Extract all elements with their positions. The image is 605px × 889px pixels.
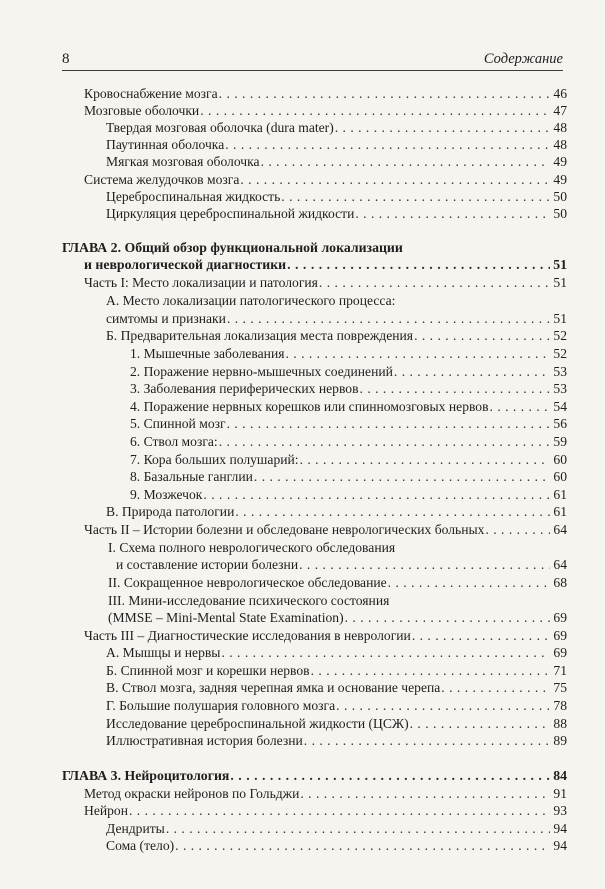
toc-entry[interactable]: [106, 504, 567, 521]
toc-entry-title: Твердая мозговая оболочка (dura mater): [106, 120, 334, 135]
toc-entry[interactable]: [106, 698, 567, 715]
leader-dots: [227, 311, 550, 327]
toc-entry[interactable]: [108, 610, 567, 627]
header-rule: [62, 70, 563, 71]
toc-entry[interactable]: [106, 838, 567, 855]
toc-entry-title: 4. Поражение нервных корешков или спинномозговых нервов: [130, 399, 489, 414]
toc-entry-line: I. Схема полного неврологического обследования: [108, 540, 396, 555]
leader-dots: [281, 189, 550, 205]
toc-entry[interactable]: [106, 206, 567, 223]
toc-entry-page: 48: [553, 137, 567, 152]
toc-entry-title: Кровоснабжение мозга: [84, 86, 218, 101]
toc-entry-line: А. Место локализации патологического процесса:: [106, 293, 396, 308]
running-title: Содержание: [483, 51, 563, 67]
toc-entry-title: Циркуляция цереброспинальной жидкости: [106, 206, 355, 221]
toc-entry-page: 51: [553, 311, 567, 326]
toc-entry-page: 54: [553, 399, 567, 414]
leader-dots: [414, 328, 550, 344]
toc-entry[interactable]: [130, 487, 567, 504]
toc-entry[interactable]: [106, 120, 567, 137]
toc-entry-line: III. Мини-исследование психического состояния: [108, 593, 390, 608]
chapter-heading-line: ГЛАВА 2. Общий обзор функциональной локализации: [62, 240, 403, 255]
toc-entry-page: 88: [553, 716, 567, 731]
toc-entry[interactable]: [84, 275, 567, 292]
toc-entry-page: 46: [553, 86, 567, 101]
toc-entry[interactable]: [106, 821, 567, 838]
leader-dots: [360, 381, 550, 397]
toc-entry-title: ГЛАВА 3. Нейроцитология: [62, 768, 230, 783]
toc-entry-page: 94: [553, 838, 567, 853]
toc-entry[interactable]: [130, 452, 567, 469]
toc-entry-page: 51: [553, 275, 567, 290]
toc-entry[interactable]: [106, 716, 567, 733]
toc-entry-page: 75: [553, 680, 567, 695]
leader-dots: [254, 469, 550, 485]
leader-dots: [485, 522, 550, 538]
leader-dots: [230, 768, 550, 784]
toc-entry[interactable]: [130, 364, 567, 381]
leader-dots: [335, 120, 550, 136]
toc-entry-page: 69: [553, 628, 567, 643]
page-number: 8: [62, 51, 70, 67]
leader-dots: [490, 399, 550, 415]
toc-entry[interactable]: [106, 680, 567, 697]
toc-entry[interactable]: [130, 399, 567, 416]
toc-entry-title: симтомы и признаки: [106, 311, 226, 326]
toc-entry-title: А. Мышцы и нервы: [106, 645, 221, 660]
toc-entry-page: 60: [553, 469, 567, 484]
leader-dots: [304, 733, 550, 749]
toc-entry-title: 8. Базальные ганглии: [130, 469, 253, 484]
toc-entry-page: 61: [553, 487, 567, 502]
toc-entry-title: (MMSE – Mini-Mental State Examination): [108, 610, 344, 625]
toc-entry[interactable]: [106, 189, 567, 206]
toc-entry[interactable]: [106, 311, 567, 328]
toc-entry[interactable]: [106, 645, 567, 662]
page-header: [62, 47, 563, 69]
leader-dots: [261, 154, 550, 170]
toc-entry-title: Г. Большие полушария головного мозга: [106, 698, 336, 713]
leader-dots: [219, 434, 550, 450]
leader-dots: [240, 172, 550, 188]
leader-dots: [285, 346, 550, 362]
toc-entry-title: Часть I: Место локализации и патология: [84, 275, 318, 290]
toc-entry-title: Метод окраски нейронов по Гольджи: [84, 786, 300, 801]
toc-entry-title: Паутинная оболочка: [106, 137, 225, 152]
toc-entry-title: 5. Спинной мозг: [130, 416, 226, 431]
toc-entry-title: Дендриты: [106, 821, 165, 836]
toc-entry-title: и составление истории болезни: [116, 557, 299, 572]
toc-entry-title: 9. Мозжечок: [130, 487, 203, 502]
toc-entry[interactable]: [84, 628, 567, 645]
leader-dots: [410, 716, 550, 732]
leader-dots: [221, 645, 550, 661]
toc-entry-page: 60: [553, 452, 567, 467]
toc-entry-title: Исследование цереброспинальной жидкости (ЦСЖ): [106, 716, 409, 731]
toc-entry[interactable]: [84, 172, 567, 189]
toc-entry-title: и неврологической диагностики: [84, 257, 287, 272]
toc-entry-page: 59: [553, 434, 567, 449]
leader-dots: [287, 257, 550, 273]
toc-entry[interactable]: [106, 328, 567, 345]
leader-dots: [311, 663, 550, 679]
leader-dots: [166, 821, 550, 837]
leader-dots: [394, 364, 550, 380]
toc-entry-title: Б. Спинной мозг и корешки нервов: [106, 663, 310, 678]
toc-entry-title: Сома (тело): [106, 838, 175, 853]
toc-entry[interactable]: [130, 346, 567, 363]
toc-entry-page: 47: [553, 103, 567, 118]
toc-entry-title: 7. Кора больших полушарий:: [130, 452, 299, 467]
toc-entry-page: 53: [553, 364, 567, 379]
leader-dots: [203, 487, 550, 503]
toc-entry[interactable]: [84, 522, 567, 539]
leader-dots: [441, 680, 550, 696]
leader-dots: [345, 610, 550, 626]
toc-entry-page: 56: [553, 416, 567, 431]
toc-entry[interactable]: [106, 154, 567, 171]
toc-entry-page: 49: [553, 172, 567, 187]
leader-dots: [175, 838, 550, 854]
toc-entry-title: 3. Заболевания периферических нервов: [130, 381, 359, 396]
toc-entry-title: Иллюстративная история болезни: [106, 733, 303, 748]
toc-entry-page: 91: [553, 786, 567, 801]
toc-entry[interactable]: [130, 469, 567, 486]
toc-entry-page: 50: [553, 206, 567, 221]
toc-entry-title: Цереброспинальная жидкость: [106, 189, 281, 204]
toc-entry[interactable]: [106, 663, 567, 680]
toc-entry-title: В. Природа патологии: [106, 504, 235, 519]
toc-entry-page: 89: [553, 733, 567, 748]
toc-entry[interactable]: [106, 137, 567, 154]
toc-entry[interactable]: [130, 434, 567, 451]
toc-entry-page: 51: [553, 257, 567, 272]
toc-entry-title: Б. Предварительная локализация места повреждения: [106, 328, 414, 343]
toc-entry-page: 49: [553, 154, 567, 169]
toc-entry-page: 93: [553, 803, 567, 818]
toc-entry[interactable]: [116, 557, 567, 574]
leader-dots: [388, 575, 550, 591]
leader-dots: [299, 557, 550, 573]
leader-dots: [336, 698, 550, 714]
toc-entry-page: 64: [553, 522, 567, 537]
leader-dots: [319, 275, 550, 291]
toc-entry[interactable]: [130, 416, 567, 433]
toc-entry-title: Нейрон: [84, 803, 128, 818]
leader-dots: [412, 628, 550, 644]
toc-entry-title: Мягкая мозговая оболочка: [106, 154, 260, 169]
toc-entry[interactable]: [84, 103, 567, 120]
toc-entry[interactable]: [106, 733, 567, 750]
toc-entry-title: Мозговые оболочки: [84, 103, 200, 118]
toc-entry-title: 6. Ствол мозга:: [130, 434, 218, 449]
toc-entry-page: 78: [553, 698, 567, 713]
leader-dots: [235, 504, 550, 520]
toc-entry-page: 52: [553, 328, 567, 343]
leader-dots: [129, 803, 550, 819]
toc-entry-page: 50: [553, 189, 567, 204]
leader-dots: [355, 206, 550, 222]
leader-dots: [225, 137, 550, 153]
leader-dots: [300, 452, 550, 468]
leader-dots: [300, 786, 550, 802]
toc-entry-page: 64: [553, 557, 567, 572]
toc-entry-page: 52: [553, 346, 567, 361]
toc-entry[interactable]: [130, 381, 567, 398]
toc-entry[interactable]: [108, 575, 567, 592]
toc-entry-page: 71: [553, 663, 567, 678]
toc-entry-page: 69: [553, 645, 567, 660]
toc-entry-page: 61: [553, 504, 567, 519]
toc-entry-title: Часть II – Истории болезни и обследоване неврологических больных: [84, 522, 485, 537]
chapter-entry[interactable]: [62, 768, 567, 785]
leader-dots: [200, 103, 550, 119]
toc-entry-page: 84: [553, 768, 567, 783]
toc-entry-title: 2. Поражение нервно-мышечных соединений: [130, 364, 393, 379]
toc-entry-title: Система желудочков мозга: [84, 172, 240, 187]
toc-entry[interactable]: [84, 86, 567, 103]
toc-entry-page: 53: [553, 381, 567, 396]
chapter-entry[interactable]: [84, 257, 567, 274]
toc-entry[interactable]: [84, 803, 567, 820]
toc-entry-page: 68: [553, 575, 567, 590]
leader-dots: [227, 416, 550, 432]
leader-dots: [219, 86, 550, 102]
toc-entry-title: 1. Мышечные заболевания: [130, 346, 285, 361]
toc-entry[interactable]: [84, 786, 567, 803]
toc-entry-title: В. Ствол мозга, задняя черепная ямка и основание черепа: [106, 680, 441, 695]
toc-entry-page: 48: [553, 120, 567, 135]
toc-entry-title: II. Сокращенное неврологическое обследование: [108, 575, 387, 590]
toc-entry-page: 69: [553, 610, 567, 625]
toc-entry-title: Часть III – Диагностические исследования в неврологии: [84, 628, 411, 643]
toc-entry-page: 94: [553, 821, 567, 836]
